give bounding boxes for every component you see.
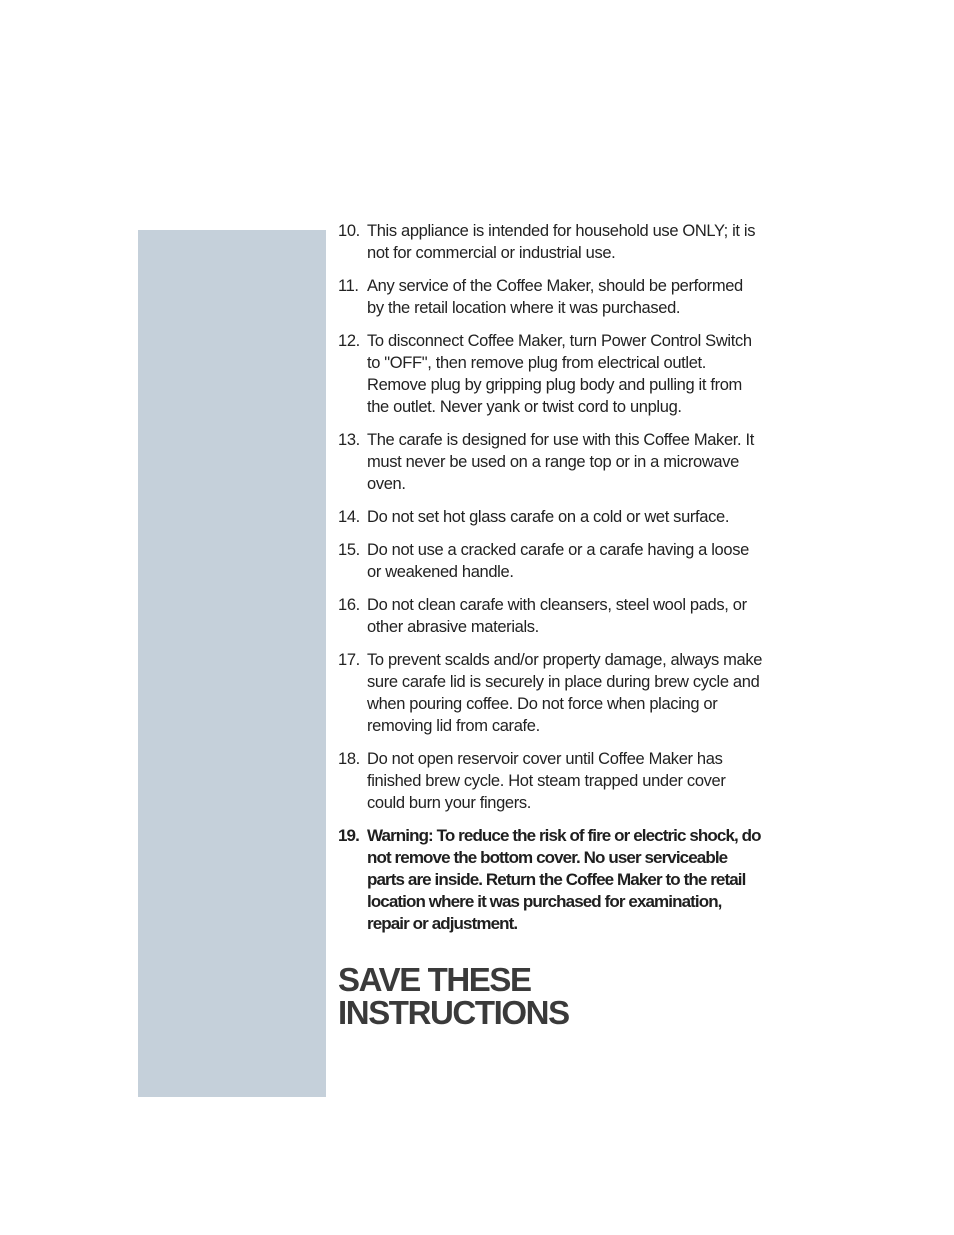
instructions-content [338,220,763,1029]
item-number: 15. [338,541,360,559]
item-number: 18. [338,750,360,768]
item-text: This appliance is intended for household use ONLY; it is not for commercial or industrial use. [367,222,756,262]
item-text: To disconnect Coffee Maker, turn Power Control Switch to "OFF", then remove plug from electrical outlet. Remove plug by gripping plug body and pulling it from the outlet. Never yank or twist cord to unplug. [367,332,752,416]
item-number: 13. [338,431,360,449]
item-number: 10. [338,222,360,240]
list-item [338,330,763,418]
item-number: 11. [338,277,359,295]
save-instructions-heading: SAVE THESE INSTRUCTIONS [338,961,569,1031]
item-text: Do not use a cracked carafe or a carafe having a loose or weakened handle. [367,541,749,581]
list-item [338,539,763,583]
item-number: 17. [338,651,360,669]
list-item [338,220,763,264]
warning-item [338,825,763,935]
list-item [338,649,763,737]
item-text: The carafe is designed for use with this Coffee Maker. It must never be used on a range top or in a microwave oven. [367,431,754,493]
item-number: 16. [338,596,360,614]
item-text: Do not open reservoir cover until Coffee Maker has finished brew cycle. Hot steam trapped under cover could burn your fingers. [367,750,726,812]
sidebar-panel [138,230,326,1097]
list-item [338,748,763,814]
list-item [338,594,763,638]
safety-instructions-list [338,220,763,935]
warning-text: Warning: To reduce the risk of fire or electric shock, do not remove the bottom cover. No user serviceable parts are inside. Return the Coffee Maker to the retail location where it was purchased for examination, repair or adjustment. [367,826,761,933]
item-number: 19. [338,826,359,845]
list-item [338,275,763,319]
item-number: 14. [338,508,360,526]
item-text: Do not set hot glass carafe on a cold or wet surface. [367,508,730,526]
item-number: 12. [338,332,360,350]
item-text: Do not clean carafe with cleansers, steel wool pads, or other abrasive materials. [367,596,747,636]
list-item [338,429,763,495]
item-text: To prevent scalds and/or property damage, always make sure carafe lid is securely in place during brew cycle and when pouring coffee. Do not force when placing or removing lid from carafe. [367,651,763,735]
item-text: Any service of the Coffee Maker, should be performed by the retail location where it was purchased. [367,277,743,317]
list-item [338,506,763,528]
